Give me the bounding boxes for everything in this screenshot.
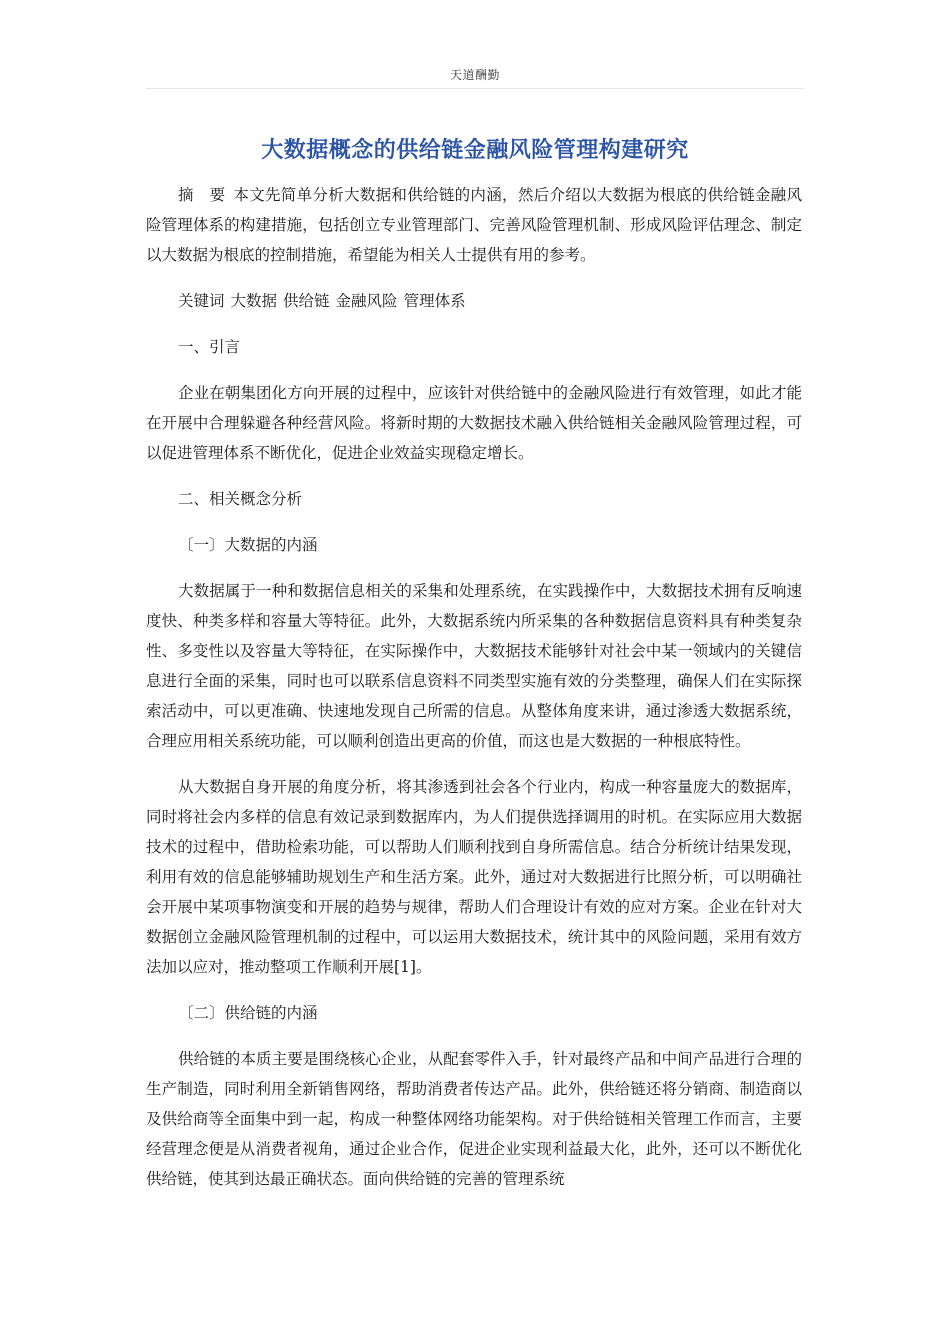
abstract-label: 摘 要 bbox=[178, 186, 226, 204]
paragraph: 从大数据自身开展的角度分析，将其渗透到社会各个行业内，构成一种容量庞大的数据库，同时将社会内多样的信息有效记录到数据库内，为人们提供选择调用的时机。在实际应用大数据技术的过程中，借助检索功能，可以帮助人们顺利找到自身所需信息。结合分析统计结果发现，利用有效的信息能够辅助规划生产和生活方案。此外，通过对大数据进行比照分析，可以明确社会开展中某项事物演变和开展的趋势与规律，帮助人们合理设计有效的应对方案。企业在针对大数据创立金融风险管理机制的过程中，可以运用大数据技术，统计其中的风险问题，采用有效方法加以应对，推动整项工作顺利开展[1]。 bbox=[146, 778, 802, 976]
abstract-text: 本文先简单分析大数据和供给链的内涵，然后介绍以大数据为根底的供给链金融风险管理体系的构建措施，包括创立专业管理部门、完善风险管理机制、形成风险评估理念、制定以大数据为根底的控制措施，希望能为相关人士提供有用的参考。 bbox=[146, 186, 802, 264]
section-heading-intro: 一、引言 bbox=[178, 338, 241, 356]
subsection-heading-big-data: 〔一〕大数据的内涵 bbox=[178, 536, 318, 554]
header-divider bbox=[146, 88, 804, 89]
keyword-item: 大数据 bbox=[230, 292, 278, 310]
abstract-paragraph bbox=[146, 180, 802, 270]
subsection-heading-supply-chain: 〔二〕供给链的内涵 bbox=[178, 1004, 318, 1022]
page-header: 天道酬勤 bbox=[449, 68, 500, 82]
keywords-line bbox=[146, 286, 802, 316]
paragraph: 大数据属于一种和数据信息相关的采集和处理系统，在实践操作中，大数据技术拥有反响速度快、种类多样和容量大等特征。此外，大数据系统内所采集的各种数据信息资料具有种类复杂性、多变性以及容量大等特征，在实际操作中，大数据技术能够针对社会中某一领域内的关键信息进行全面的采集，同时也可以联系信息资料不同类型实施有效的分类整理，确保人们在实际探索活动中，可以更准确、快速地发现自己所需的信息。从整体角度来讲，通过渗透大数据系统，合理应用相关系统功能，可以顺利创造出更高的价值，而这也是大数据的一种根底特性。 bbox=[146, 582, 802, 750]
section-heading-concepts: 二、相关概念分析 bbox=[178, 490, 303, 508]
document-title: 大数据概念的供给链金融风险管理构建研究 bbox=[261, 137, 689, 163]
keyword-item: 管理体系 bbox=[403, 292, 466, 310]
paragraph: 企业在朝集团化方向开展的过程中，应该针对供给链中的金融风险进行有效管理，如此才能在开展中合理躲避各种经营风险。将新时期的大数据技术融入供给链相关金融风险管理过程，可以促进管理体系不断优化，促进企业效益实现稳定增长。 bbox=[146, 384, 802, 462]
keywords-label: 关键词 bbox=[178, 292, 225, 310]
document-body bbox=[146, 180, 802, 1210]
keyword-item: 供给链 bbox=[283, 292, 330, 310]
keyword-item: 金融风险 bbox=[335, 292, 398, 310]
paragraph: 供给链的本质主要是围绕核心企业，从配套零件入手，针对最终产品和中间产品进行合理的生产制造，同时利用全新销售网络，帮助消费者传达产品。此外，供给链还将分销商、制造商以及供给商等全面集中到一起，构成一种整体网络功能架构。对于供给链相关管理工作而言，主要经营理念便是从消费者视角，通过企业合作，促进企业实现利益最大化，此外，还可以不断优化供给链，使其到达最正确状态。面向供给链的完善的管理系统 bbox=[146, 1050, 802, 1188]
